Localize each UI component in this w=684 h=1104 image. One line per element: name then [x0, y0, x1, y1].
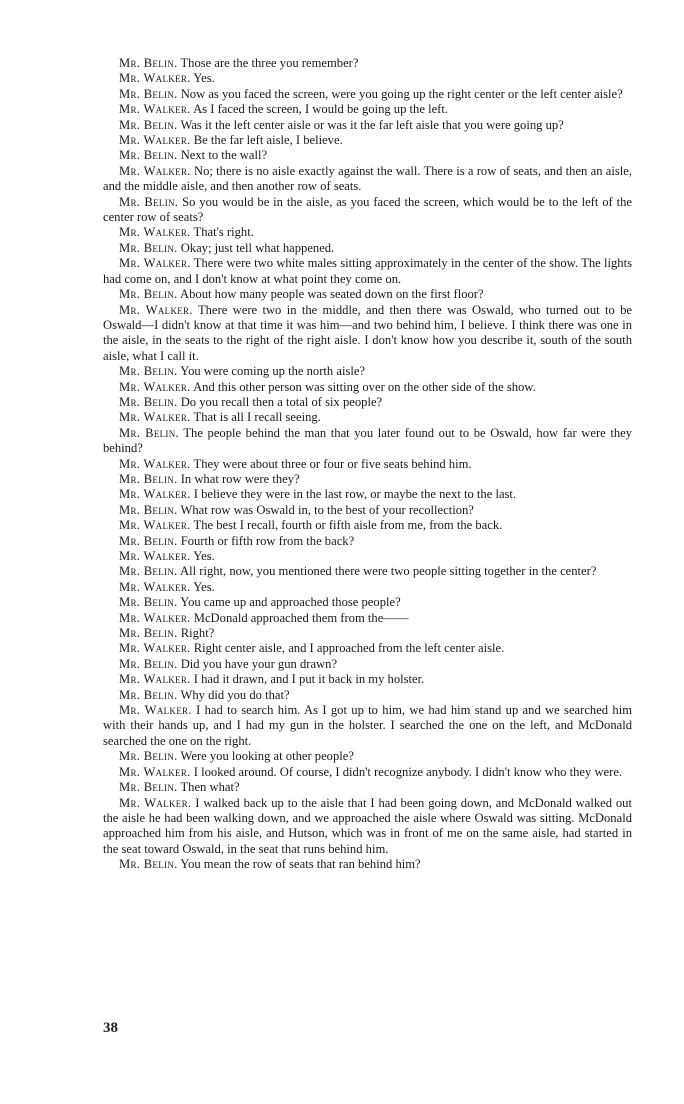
testimony-line [103, 241, 632, 256]
testimony-text: I had it drawn, and I put it back in my holster. [193, 672, 425, 687]
testimony-line [103, 749, 632, 764]
speaker-name: Mr. Belin. [119, 287, 178, 302]
speaker-name: Mr. Belin. [119, 471, 178, 486]
testimony-line [103, 56, 632, 71]
testimony-text: You mean the row of seats that ran behind him? [180, 857, 421, 872]
testimony-line [103, 626, 632, 641]
testimony-text: I looked around. Of course, I didn't recognize anybody. I didn't know who they were. [193, 764, 623, 779]
testimony-line [103, 195, 632, 226]
speaker-name: Mr. Belin. [119, 148, 178, 163]
testimony-line [103, 287, 632, 302]
testimony-text: Now as you faced the screen, were you going up the right center or the left center aisle? [180, 86, 623, 101]
testimony-line [103, 611, 632, 626]
testimony-text: I walked back up to the aisle that I had been going down, and McDonald walked out the aisle he had been walking down, and we approached the aisle where Oswald was sitting. McDonald approached him from his aisle, and Hutson, which was in front of me on the same aisle, had started in the seat toward Oswald, in the seat that runs behind him. [103, 795, 632, 856]
testimony-text: What row was Oswald in, to the best of your recollection? [180, 502, 474, 517]
speaker-name: Mr. Walker. [119, 71, 191, 86]
testimony-line [103, 549, 632, 564]
speaker-name: Mr. Walker. [119, 795, 192, 810]
testimony-line [103, 580, 632, 595]
testimony-text: You were coming up the north aisle? [180, 364, 366, 379]
testimony-text: Fourth or fifth row from the back? [180, 533, 355, 548]
speaker-name: Mr. Belin. [119, 564, 178, 579]
testimony-line [103, 765, 632, 780]
testimony-line [103, 71, 632, 86]
speaker-name: Mr. Walker. [119, 487, 191, 502]
testimony-text: I believe they were in the last row, or maybe the next to the last. [193, 487, 517, 502]
speaker-name: Mr. Walker. [119, 764, 191, 779]
testimony-line [103, 534, 632, 549]
speaker-name: Mr. Walker. [119, 163, 191, 178]
testimony-text: They were about three or four or five seats behind him. [193, 456, 472, 471]
testimony-line [103, 641, 632, 656]
speaker-name: Mr. Walker. [119, 672, 191, 687]
page-number: 38 [103, 1020, 118, 1036]
speaker-name: Mr. Belin. [119, 533, 178, 548]
transcript-body [103, 56, 632, 873]
testimony-text: The people behind the man that you later found out to be Oswald, how far were they behind? [103, 425, 632, 456]
testimony-text: Yes. [193, 549, 215, 563]
testimony-text: Did you have your gun drawn? [180, 656, 338, 671]
testimony-text: Was it the left center aisle or was it the far left aisle that you were going up? [180, 117, 564, 132]
speaker-name: Mr. Belin. [119, 595, 178, 610]
testimony-text: There were two white males sitting approximately in the center of the show. The lights had come on, and I don't know at what point they come on. [103, 256, 632, 286]
testimony-line [103, 657, 632, 672]
testimony-text: There were two in the middle, and then there was Oswald, who turned out to be Oswald—I didn't know at that time it was him—and two behind him, I believe. I think there was one in the aisle, in the seats to the right of the right aisle. I don't know how you describe it, south of the south aisle, what I call it. [103, 302, 633, 363]
speaker-name: Mr. Walker. [119, 610, 191, 625]
testimony-text: Do you recall then a total of six people? [180, 394, 383, 409]
speaker-name: Mr. Belin. [119, 780, 178, 795]
speaker-name: Mr. Walker. [119, 102, 191, 117]
speaker-name: Mr. Belin. [119, 687, 178, 702]
speaker-name: Mr. Walker. [119, 302, 193, 317]
testimony-text: No; there is no aisle exactly against the wall. There is a row of seats, and then an aisle, and the middle aisle, and then another row of seats. [103, 163, 633, 194]
speaker-name: Mr. Walker. [119, 579, 191, 594]
testimony-line [103, 564, 632, 579]
testimony-text: Be the far left aisle, I believe. [193, 133, 343, 148]
testimony-text: Why did you do that? [180, 687, 290, 702]
speaker-name: Mr. Belin. [119, 502, 178, 517]
speaker-name: Mr. Walker. [119, 518, 191, 533]
testimony-line [103, 410, 632, 425]
speaker-name: Mr. Belin. [119, 86, 178, 101]
testimony-line [103, 595, 632, 610]
testimony-text: I had to search him. As I got up to him, we had him stand up and we searched him with their hands up, and I had my gun in the holster. I searched the one on the left, and McDonald searched the one on the right. [103, 703, 633, 748]
testimony-text: Okay; just tell what happened. [180, 240, 335, 255]
speaker-name: Mr. Walker. [119, 641, 191, 656]
testimony-text: Then what? [180, 780, 240, 795]
testimony-text: That is all I recall seeing. [193, 410, 321, 425]
testimony-text: Were you looking at other people? [180, 749, 354, 764]
speaker-name: Mr. Walker. [119, 225, 191, 240]
speaker-name: Mr. Belin. [119, 364, 178, 379]
testimony-line [103, 164, 632, 195]
testimony-text: McDonald approached them from the—— [193, 610, 409, 625]
testimony-text: So you would be in the aisle, as you faced the screen, which would be to the left of the center row of seats? [103, 194, 632, 225]
testimony-line [103, 118, 632, 133]
testimony-line [103, 672, 632, 687]
speaker-name: Mr. Belin. [119, 749, 178, 764]
speaker-name: Mr. Walker. [119, 410, 191, 425]
testimony-text: In what row were they? [180, 471, 300, 486]
testimony-line [103, 780, 632, 795]
testimony-text: Those are the three you remember? [180, 56, 359, 70]
testimony-line [103, 503, 632, 518]
testimony-line [103, 457, 632, 472]
testimony-text: Yes. [193, 71, 215, 86]
testimony-line [103, 102, 632, 117]
testimony-line [103, 796, 632, 858]
speaker-name: Mr. Belin. [119, 857, 178, 872]
testimony-text: Right center aisle, and I approached from the left center aisle. [193, 641, 505, 656]
testimony-text: And this other person was sitting over on the other side of the show. [193, 379, 536, 394]
speaker-name: Mr. Belin. [119, 117, 178, 132]
testimony-text: About how many people was seated down on the first floor? [180, 287, 484, 302]
speaker-name: Mr. Walker. [119, 379, 191, 394]
testimony-line [103, 256, 632, 287]
speaker-name: Mr. Belin. [119, 56, 178, 70]
testimony-line [103, 303, 632, 365]
testimony-text: The best I recall, fourth or fifth aisle from me, from the back. [193, 518, 503, 533]
testimony-line [103, 487, 632, 502]
speaker-name: Mr. Walker. [119, 256, 191, 271]
testimony-line [103, 87, 632, 102]
testimony-line [103, 364, 632, 379]
testimony-line [103, 857, 632, 872]
testimony-line [103, 472, 632, 487]
speaker-name: Mr. Belin. [119, 656, 178, 671]
testimony-line [103, 380, 632, 395]
testimony-text: All right, now, you mentioned there were two people sitting together in the center? [180, 564, 597, 579]
testimony-text: As I faced the screen, I would be going up the left. [193, 102, 449, 117]
speaker-name: Mr. Walker. [119, 456, 191, 471]
testimony-line [103, 426, 632, 457]
speaker-name: Mr. Belin. [119, 394, 178, 409]
testimony-text: You came up and approached those people? [180, 595, 401, 610]
speaker-name: Mr. Belin. [119, 240, 178, 255]
testimony-line [103, 518, 632, 533]
testimony-text: Right? [180, 626, 215, 641]
testimony-line [103, 703, 632, 749]
testimony-line [103, 225, 632, 240]
speaker-name: Mr. Walker. [119, 133, 191, 148]
testimony-line [103, 395, 632, 410]
speaker-name: Mr. Belin. [119, 425, 179, 440]
speaker-name: Mr. Belin. [119, 194, 179, 209]
speaker-name: Mr. Belin. [119, 626, 178, 641]
speaker-name: Mr. Walker. [119, 549, 191, 563]
testimony-text: Yes. [193, 579, 215, 594]
testimony-line [103, 688, 632, 703]
testimony-text: Next to the wall? [180, 148, 268, 163]
testimony-line [103, 133, 632, 148]
testimony-text: That's right. [193, 225, 254, 240]
speaker-name: Mr. Walker. [119, 703, 192, 718]
testimony-line [103, 148, 632, 163]
